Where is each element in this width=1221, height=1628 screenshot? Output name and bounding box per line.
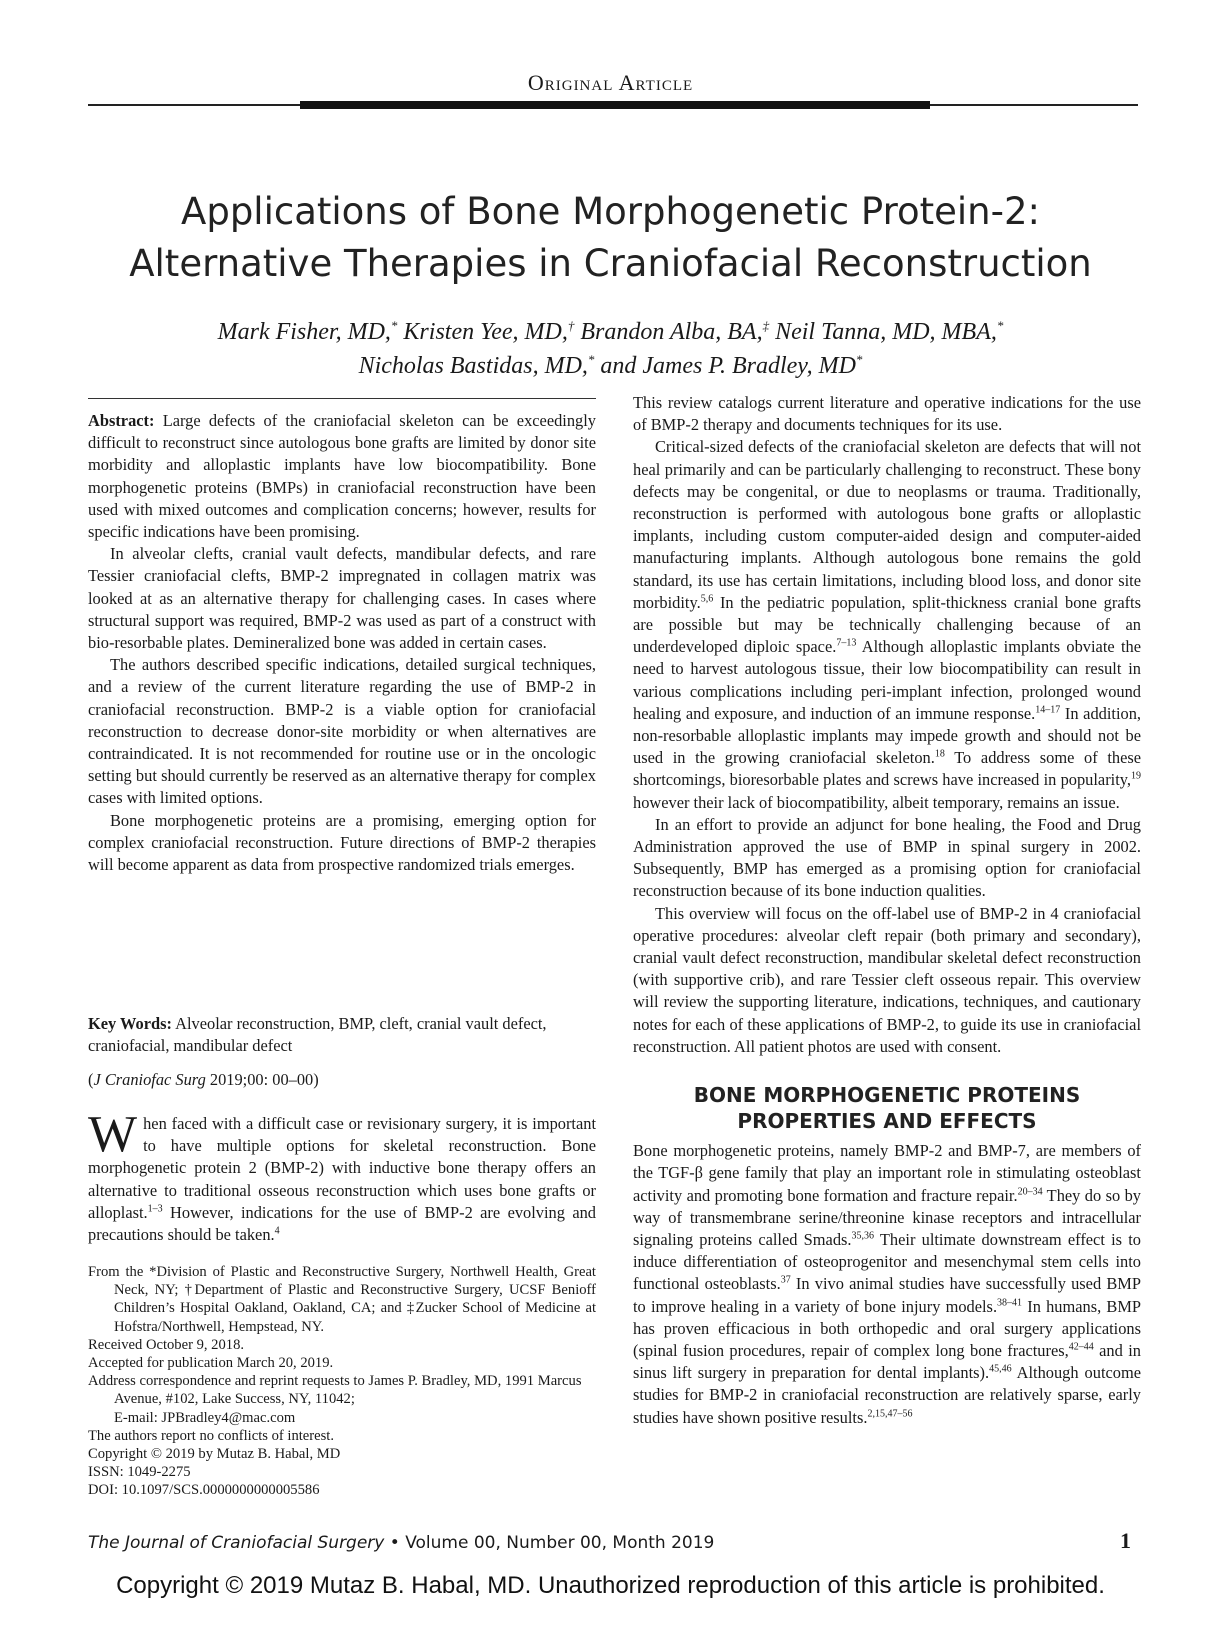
running-footer (88, 1533, 714, 1553)
conflicts-statement: The authors report no conflicts of interest. (88, 1427, 334, 1444)
body-text: In addition, non-resorbable alloplastic implants may impede growth and should not be used in the growing craniofacial skeleton. (633, 703, 1141, 768)
body-right-column (633, 392, 1141, 1429)
section-heading-line-1: BONE MORPHOGENETIC PROTEINS (693, 1083, 1081, 1108)
drop-cap: W (88, 1106, 138, 1163)
citation-journal: J Craniofac Surg (93, 1070, 206, 1089)
reference-mark[interactable]: 1–3 (147, 1203, 163, 1215)
reference-mark[interactable]: 35,36 (851, 1230, 874, 1242)
body-paragraph: This overview will focus on the off-label use of BMP-2 in 4 craniofacial operative procedures: alveolar cleft repair (both primary and secondary), cranial vault defect reconstruction, mandibular skeletal defect reconstruction (with supportive crib), and rare Tessier cleft osseous repair. This overview will review the supporting literature, indications, techniques, and cautionary notes for each of these applications of BMP-2, to guide its use in craniofacial reconstruction. All patient photos are used with consent. (633, 903, 1141, 1056)
abstract-block (88, 410, 596, 876)
intro-block (88, 1106, 596, 1246)
author-line-1 (100, 312, 1121, 346)
author-name: Kristen Yee, MD, (403, 319, 568, 345)
body-text: In humans, BMP has proven efficacious in both orthopedic and oral surgery applications (spinal fusion procedures, repair of complex long bone fractures, (633, 1296, 1142, 1360)
issn: ISSN: 1049-2275 (88, 1464, 191, 1481)
keywords-text: Alveolar reconstruction, BMP, cleft, cranial vault defect, craniofacial, mandibular defect (88, 1014, 547, 1056)
reference-mark[interactable]: 19 (1131, 770, 1141, 782)
header-rule-thick (300, 101, 930, 109)
correspondence-email[interactable]: E-mail: JPBradley4@mac.com (114, 1409, 296, 1426)
reference-mark[interactable]: 4 (274, 1225, 280, 1237)
author-affil-mark: * (587, 352, 595, 367)
body-text: Their ultimate downstream effect is to induce differentiation of osteoprogenitor and mesenchymal stem cells into functional osteoblasts. (633, 1229, 1141, 1294)
author-name: Mark Fisher, MD, (217, 319, 391, 345)
author-line-2 (100, 346, 1121, 380)
body-paragraph (633, 1140, 1141, 1429)
footnotes-block (88, 1263, 596, 1500)
abstract-paragraph: Bone morphogenetic proteins are a promising, emerging option for complex craniofacial reconstruction. Future directions of BMP-2 therapies will become apparent as data from prospective randomized trials emerges. (88, 810, 596, 875)
body-text: Bone morphogenetic proteins, namely BMP-2 and BMP-7, are members of the TGF-β gene family that play an important role in stimulating osteoblast activity and promoting bone formation and fracture repair. (633, 1141, 1141, 1205)
body-paragraph: This review catalogs current literature and operative indications for the use of BMP-2 therapy and documents techniques for its use. (633, 393, 1141, 435)
abstract-paragraph: The authors described specific indications, detailed surgical techniques, and a review of the current literature regarding the use of BMP-2 in craniofacial reconstruction. BMP-2 is a viable option for craniofacial reconstruction to decrease donor-site morbidity or when alternatives are contraindicated. It is not recommended for routine use or in the oncologic setting but should currently be reserved as an alternative therapy for complex cases with limited options. (88, 655, 596, 808)
author-affil-mark: ‡ (762, 318, 770, 333)
section-heading (633, 1082, 1141, 1134)
keywords-block (88, 1013, 596, 1057)
abstract-text: Large defects of the craniofacial skeleton can be exceedingly difficult to reconstruct since autologous bone grafts are limited by donor site morbidity and alloplastic implants have low biocompatibility. Bone morphogenetic proteins (BMPs) in craniofacial reconstruction have been used with mixed outcomes and complication concerns; however, results for specific indications have been promising. (88, 411, 596, 542)
citation-paragraph (88, 1069, 596, 1091)
doi[interactable]: DOI: 10.1097/SCS.0000000000005586 (88, 1482, 320, 1499)
author-name: Brandon Alba, BA, (580, 319, 763, 345)
body-paragraph (633, 436, 1141, 813)
body-text: They do so by way of transmembrane serine/threonine kinase receptors and intracellular signaling proteins called Smads. (633, 1185, 1141, 1249)
footer-journal-name: The Journal of Craniofacial Surgery (88, 1533, 385, 1553)
reference-mark[interactable]: 42–44 (1068, 1341, 1094, 1353)
body-text: however their lack of biocompatibility, albeit temporary, remains an issue. (633, 792, 1120, 812)
abstract-top-rule (88, 398, 596, 399)
accepted-date: Accepted for publication March 20, 2019. (88, 1355, 334, 1372)
keywords-label: Key Words: (88, 1014, 172, 1033)
received-date: Received October 9, 2018. (88, 1336, 245, 1353)
section-heading-line-2: PROPERTIES AND EFFECTS (737, 1109, 1037, 1134)
citation-line (88, 1069, 596, 1091)
title-line-1: Applications of Bone Morphogenetic Protein-2: (181, 190, 1040, 233)
author-list (100, 312, 1121, 380)
reference-mark[interactable]: 14–17 (1035, 704, 1061, 716)
intro-text: hen faced with a difficult case or revisionary surgery, it is important to have multiple options for skeletal reconstruction. Bone morphogenetic protein 2 (BMP-2) with inductive bone therapy offers an alternative to traditional osseous reconstruction which uses bone grafts or alloplast. (88, 1114, 596, 1222)
abstract-paragraph: In alveolar clefts, cranial vault defects, mandibular defects, and rare Tessier craniofacial clefts, BMP-2 impregnated in collagen matrix was looked at as an alternative therapy for challenging cases. In cases where structural support was required, BMP-2 was used as part of a construct with bio-resorbable plates. Demineralized bone was added in certain cases. (88, 544, 596, 653)
affiliations-footnote: From the *Division of Plastic and Reconstructive Surgery, Northwell Health, Great Neck, NY; †Department of Plastic and Reconstructive Surgery, UCSF Benioff Children’s Hospital Oakland, Oakland, CA; and ‡Zucker School of Medicine at Hofstra/Northwell, Hempstead, NY. (88, 1264, 596, 1335)
body-text: Although outcome studies for BMP-2 in craniofacial reconstruction are relatively sparse, early studies have shown positive results. (633, 1363, 1141, 1427)
author-name: Neil Tanna, MD, MBA, (775, 319, 997, 345)
citation-open-paren: ( (88, 1070, 94, 1089)
reference-mark[interactable]: 38–41 (997, 1297, 1023, 1309)
body-text: In vivo animal studies have successfully used BMP to improve healing in a variety of bone injury models. (633, 1274, 1141, 1316)
citation-rest: 2019;00: 00–00) (209, 1070, 319, 1089)
footer-issue: Volume 00, Number 00, Month 2019 (405, 1533, 715, 1553)
page-number: 1 (1120, 1528, 1131, 1553)
body-paragraph: In an effort to provide an adjunct for bone healing, the Food and Drug Administration approved the use of BMP in spinal surgery in 2002. Subsequently, BMP has emerged as a promising option for craniofacial reconstruction because of its bone induction qualities. (633, 814, 1141, 901)
body-text: To address some of these shortcomings, bioresorbable plates and screws have increased in popularity, (633, 748, 1141, 790)
body-text: Critical-sized defects of the craniofacial skeleton are defects that will not heal primarily and can be particularly challenging to reconstruct. These bony defects may be congenital, or due to neoplasms or trauma. Traditionally, reconstruction is performed with autologous bone grafts or alloplastic implants, including custom computer-aided design and computer-aided manufacturing implants. Although autologous bone remains the gold standard, its use has certain limitations, including blood loss, and donor site morbidity. (633, 437, 1141, 612)
author-affil-mark: * (996, 318, 1004, 333)
abstract-label: Abstract: (88, 411, 155, 430)
reference-mark[interactable]: 45,46 (989, 1363, 1012, 1375)
reference-mark[interactable]: 37 (780, 1274, 791, 1286)
reference-mark[interactable]: 7–13 (836, 637, 857, 649)
intro-text: However, indications for the use of BMP-2 are evolving and precautions should be taken. (88, 1202, 596, 1245)
author-affil-mark: † (567, 318, 575, 333)
reference-mark[interactable]: 5,6 (700, 593, 714, 605)
author-affil-mark: * (390, 318, 398, 333)
body-text: and in sinus lift surgery in preparation for dental implants). (633, 1340, 1141, 1383)
intro-paragraph (88, 1106, 596, 1246)
abstract-paragraph (88, 410, 596, 543)
title-line-2: Alternative Therapies in Craniofacial Reconstruction (129, 242, 1092, 285)
article-title (60, 186, 1161, 290)
copyright-banner: Copyright © 2019 Mutaz B. Habal, MD. Unauthorized reproduction of this article is prohibited. (116, 1572, 1105, 1599)
copyright-notice: Copyright © 2019 by Mutaz B. Habal, MD (88, 1446, 341, 1463)
article-type-label: Original Article (527, 70, 694, 95)
keywords-paragraph (88, 1013, 596, 1057)
reference-mark[interactable]: 2,15,47–56 (867, 1408, 913, 1420)
reference-mark[interactable]: 20–34 (1017, 1186, 1043, 1198)
footer-bullet: • (389, 1533, 400, 1553)
author-name: Nicholas Bastidas, MD, (358, 353, 588, 379)
correspondence-address: Address correspondence and reprint requests to James P. Bradley, MD, 1991 Marcus Avenue, #102, Lake Success, NY, 11042; (88, 1373, 582, 1408)
body-text: In the pediatric population, split-thickness cranial bone grafts are possible but may be technically challenging because of an underdeveloped diploic space. (633, 592, 1141, 657)
author-affil-mark: * (855, 352, 863, 367)
author-name: and James P. Bradley, MD (600, 353, 856, 379)
reference-mark[interactable]: 18 (934, 748, 945, 760)
body-text: Although alloplastic implants obviate the need to harvest autologous tissue, their low biocompatibility can result in various complications including peri-implant infection, prolonged wound healing and exposure, and induction of an immune response. (633, 637, 1142, 723)
